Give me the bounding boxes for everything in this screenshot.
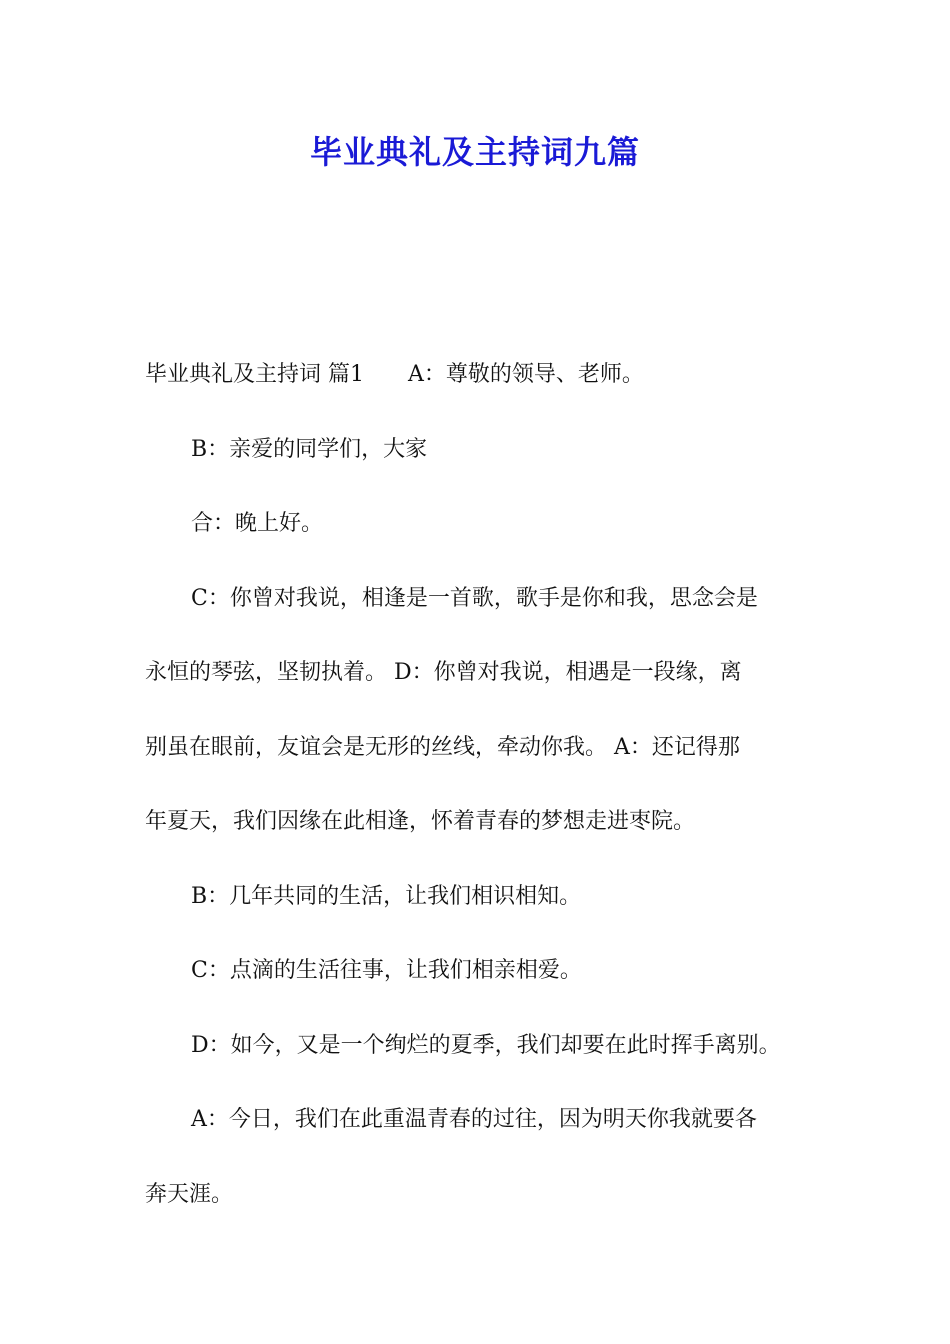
text-line: 合：晚上好。 [191,511,324,536]
text-line: D：如今，又是一个绚烂的夏季，我们却要在此时挥手离别。 [191,1032,781,1058]
text-line: 毕业典礼及主持词 篇1 A：尊敬的领导、老师。 [145,362,644,387]
text-line: B：亲爱的同学们，大家 [191,436,428,462]
text-line: 永恒的琴弦，坚韧执着。 D：你曾对我说，相遇是一段缘，离 [145,660,742,685]
text-line: A：今日，我们在此重温青春的过往，因为明天你我就要各 [191,1107,757,1132]
paragraph-intro [145,338,815,413]
text-line: 奔天涯。 [145,1181,234,1207]
text-line: C：点滴的生活往事，让我们相亲相爱。 [191,958,582,983]
paragraph-c-song [145,562,815,860]
paragraph-b-life [145,860,815,935]
paragraph-c-moments [145,934,815,1009]
document-body [145,338,815,1232]
paragraph-b-greeting [145,413,815,488]
paragraph-a-today [145,1083,815,1232]
text-line: B：几年共同的生活，让我们相识相知。 [191,883,582,909]
paragraph-together-greeting [145,487,815,562]
text-line: C：你曾对我说，相逢是一首歌，歌手是你和我，思念会是 [191,585,758,611]
document-title: 毕业典礼及主持词九篇 [309,133,640,171]
text-line: 年夏天，我们因缘在此相逢，怀着青春的梦想走进枣院。 [145,809,696,834]
paragraph-d-summer [145,1009,815,1084]
text-line: 别虽在眼前，友谊会是无形的丝线，牵动你我。 A：还记得那 [145,734,740,760]
